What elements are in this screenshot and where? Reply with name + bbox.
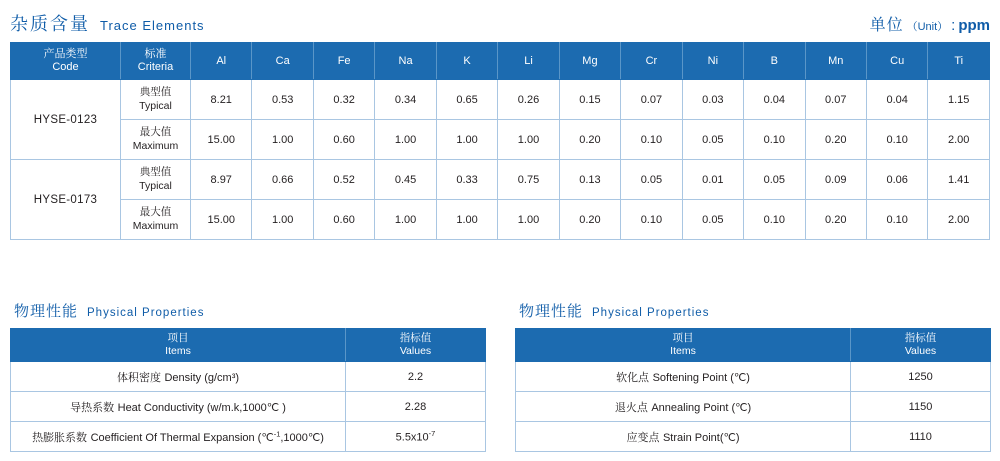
- value-cell: 0.10: [621, 120, 682, 160]
- table-row: [11, 200, 990, 240]
- value-cell: 0.05: [744, 160, 805, 200]
- value-cell: 1.00: [436, 120, 497, 160]
- criteria-cell: 典型值 Typical: [121, 160, 191, 200]
- value-cell: 2.00: [928, 120, 990, 160]
- value-cell: 0.20: [805, 120, 866, 160]
- value-cell: 0.10: [866, 120, 927, 160]
- value-cell: 0.05: [682, 120, 743, 160]
- panel-title-cn: 物理性能: [14, 302, 79, 320]
- value-cell: 1.00: [436, 200, 497, 240]
- column-header-items: 项目 Items: [516, 329, 851, 362]
- value-cell: 0.05: [682, 200, 743, 240]
- value-cell: 0.52: [313, 160, 374, 200]
- value-cell: 1.00: [375, 200, 436, 240]
- column-header-element-mn: Mn: [805, 43, 866, 80]
- value-cell: 1.00: [252, 120, 313, 160]
- properties-table-left: [10, 328, 486, 452]
- value-cell: 0.34: [375, 80, 436, 120]
- property-item-cell: 软化点 Softening Point (℃): [516, 362, 851, 392]
- value-cell: 0.04: [744, 80, 805, 120]
- table-row: [11, 392, 486, 422]
- table-row: [11, 422, 486, 452]
- value-cell: 0.60: [313, 120, 374, 160]
- value-cell: 8.97: [191, 160, 252, 200]
- value-cell: 0.32: [313, 80, 374, 120]
- value-cell: 0.03: [682, 80, 743, 120]
- criteria-cell: 最大值 Maximum: [121, 200, 191, 240]
- table-row: [11, 160, 990, 200]
- trace-title-cn: 杂质含量: [10, 14, 90, 35]
- column-header-element-li: Li: [498, 43, 559, 80]
- unit-label-en: （Unit）: [906, 20, 949, 33]
- physical-properties-panel-right: [515, 300, 990, 452]
- column-header-element-cu: Cu: [866, 43, 927, 80]
- value-cell: 15.00: [191, 120, 252, 160]
- trace-title-en: Trace Elements: [100, 18, 205, 33]
- physical-properties-panels: [10, 300, 990, 452]
- value-cell: 1.00: [498, 200, 559, 240]
- panel-title-right: [515, 300, 990, 328]
- property-item-cell: 应变点 Strain Point(℃): [516, 422, 851, 452]
- column-header-element-ca: Ca: [252, 43, 313, 80]
- value-cell: 0.33: [436, 160, 497, 200]
- criteria-cell: 典型值 Typical: [121, 80, 191, 120]
- value-cell: 0.05: [621, 160, 682, 200]
- unit-value: ppm: [958, 16, 990, 34]
- panel-title-en: Physical Properties: [87, 307, 205, 319]
- value-cell: 0.10: [866, 200, 927, 240]
- value-cell: 0.06: [866, 160, 927, 200]
- property-item-cell: 退火点 Annealing Point (℃): [516, 392, 851, 422]
- value-cell: 0.07: [805, 80, 866, 120]
- trace-elements-header: [10, 8, 990, 38]
- property-item-cell: 体积密度 Density (g/cm³): [11, 362, 346, 392]
- property-value-cell: 2.2: [346, 362, 486, 392]
- value-cell: 0.10: [621, 200, 682, 240]
- value-cell: 0.04: [866, 80, 927, 120]
- physical-properties-panel-left: [10, 300, 485, 452]
- table-header-row: [11, 329, 486, 362]
- panel-title-left: [10, 300, 485, 328]
- column-header-element-na: Na: [375, 43, 436, 80]
- table-row: [11, 80, 990, 120]
- value-cell: 0.20: [559, 120, 620, 160]
- property-value-cell: 1250: [851, 362, 991, 392]
- value-cell: 0.45: [375, 160, 436, 200]
- property-value-cell: 1110: [851, 422, 991, 452]
- property-item-cell: 导热系数 Heat Conductivity (w/m.k,1000℃ ): [11, 392, 346, 422]
- table-row: [516, 422, 991, 452]
- value-cell: 1.00: [252, 200, 313, 240]
- value-cell: 0.10: [744, 120, 805, 160]
- table-row: [11, 362, 486, 392]
- value-cell: 1.41: [928, 160, 990, 200]
- table-header-row: [11, 43, 990, 80]
- panel-title-en: Physical Properties: [592, 307, 710, 319]
- trace-title: [10, 10, 205, 36]
- unit-label-cn: 单位: [869, 14, 904, 34]
- criteria-cell: 最大值 Maximum: [121, 120, 191, 160]
- panel-title-cn: 物理性能: [519, 302, 584, 320]
- value-cell: 0.60: [313, 200, 374, 240]
- table-header-row: [516, 329, 991, 362]
- product-code-cell: HYSE-0123: [11, 80, 121, 160]
- column-header-element-fe: Fe: [313, 43, 374, 80]
- product-code-cell: HYSE-0173: [11, 160, 121, 240]
- property-item-cell: 热膨胀系数 Coefficient Of Thermal Expansion (℃$^{-1}$,1000℃): [11, 422, 346, 452]
- unit-label: [870, 12, 990, 35]
- value-cell: 1.15: [928, 80, 990, 120]
- value-cell: 2.00: [928, 200, 990, 240]
- column-header-element-ti: Ti: [928, 43, 990, 80]
- column-header-element-mg: Mg: [559, 43, 620, 80]
- column-header-criteria: 标准 Criteria: [121, 43, 191, 80]
- trace-elements-table: [10, 42, 990, 240]
- value-cell: 8.21: [191, 80, 252, 120]
- property-value-cell: 1150: [851, 392, 991, 422]
- value-cell: 0.53: [252, 80, 313, 120]
- value-cell: 0.65: [436, 80, 497, 120]
- property-value-cell: $5.5x10^{-7}$: [346, 422, 486, 452]
- property-item-en: Coefficient Of Thermal Expansion (℃$^{-1}$,1000℃): [90, 428, 324, 444]
- value-cell: 0.66: [252, 160, 313, 200]
- column-header-element-k: K: [436, 43, 497, 80]
- table-row: [516, 392, 991, 422]
- column-header-element-ni: Ni: [682, 43, 743, 80]
- column-header-values: 指标值 Values: [346, 329, 486, 362]
- value-cell: 0.75: [498, 160, 559, 200]
- column-header-values: 指标值 Values: [851, 329, 991, 362]
- column-header-element-cr: Cr: [621, 43, 682, 80]
- column-header-element-al: Al: [191, 43, 252, 80]
- properties-table-right: [515, 328, 991, 452]
- value-cell: 15.00: [191, 200, 252, 240]
- value-cell: 0.20: [805, 200, 866, 240]
- table-row: [516, 362, 991, 392]
- value-cell: 0.01: [682, 160, 743, 200]
- table-row: [11, 120, 990, 160]
- value-cell: 0.09: [805, 160, 866, 200]
- value-cell: 0.15: [559, 80, 620, 120]
- column-header-element-b: B: [744, 43, 805, 80]
- unit-colon: :: [951, 16, 956, 34]
- value-cell: 0.10: [744, 200, 805, 240]
- value-cell: 0.20: [559, 200, 620, 240]
- column-header-items: 项目 Items: [11, 329, 346, 362]
- value-cell: 0.13: [559, 160, 620, 200]
- value-cell: 1.00: [498, 120, 559, 160]
- property-value-cell: 2.28: [346, 392, 486, 422]
- value-cell: 0.07: [621, 80, 682, 120]
- column-header-code: 产品类型 Code: [11, 43, 121, 80]
- value-cell: 0.26: [498, 80, 559, 120]
- value-cell: 1.00: [375, 120, 436, 160]
